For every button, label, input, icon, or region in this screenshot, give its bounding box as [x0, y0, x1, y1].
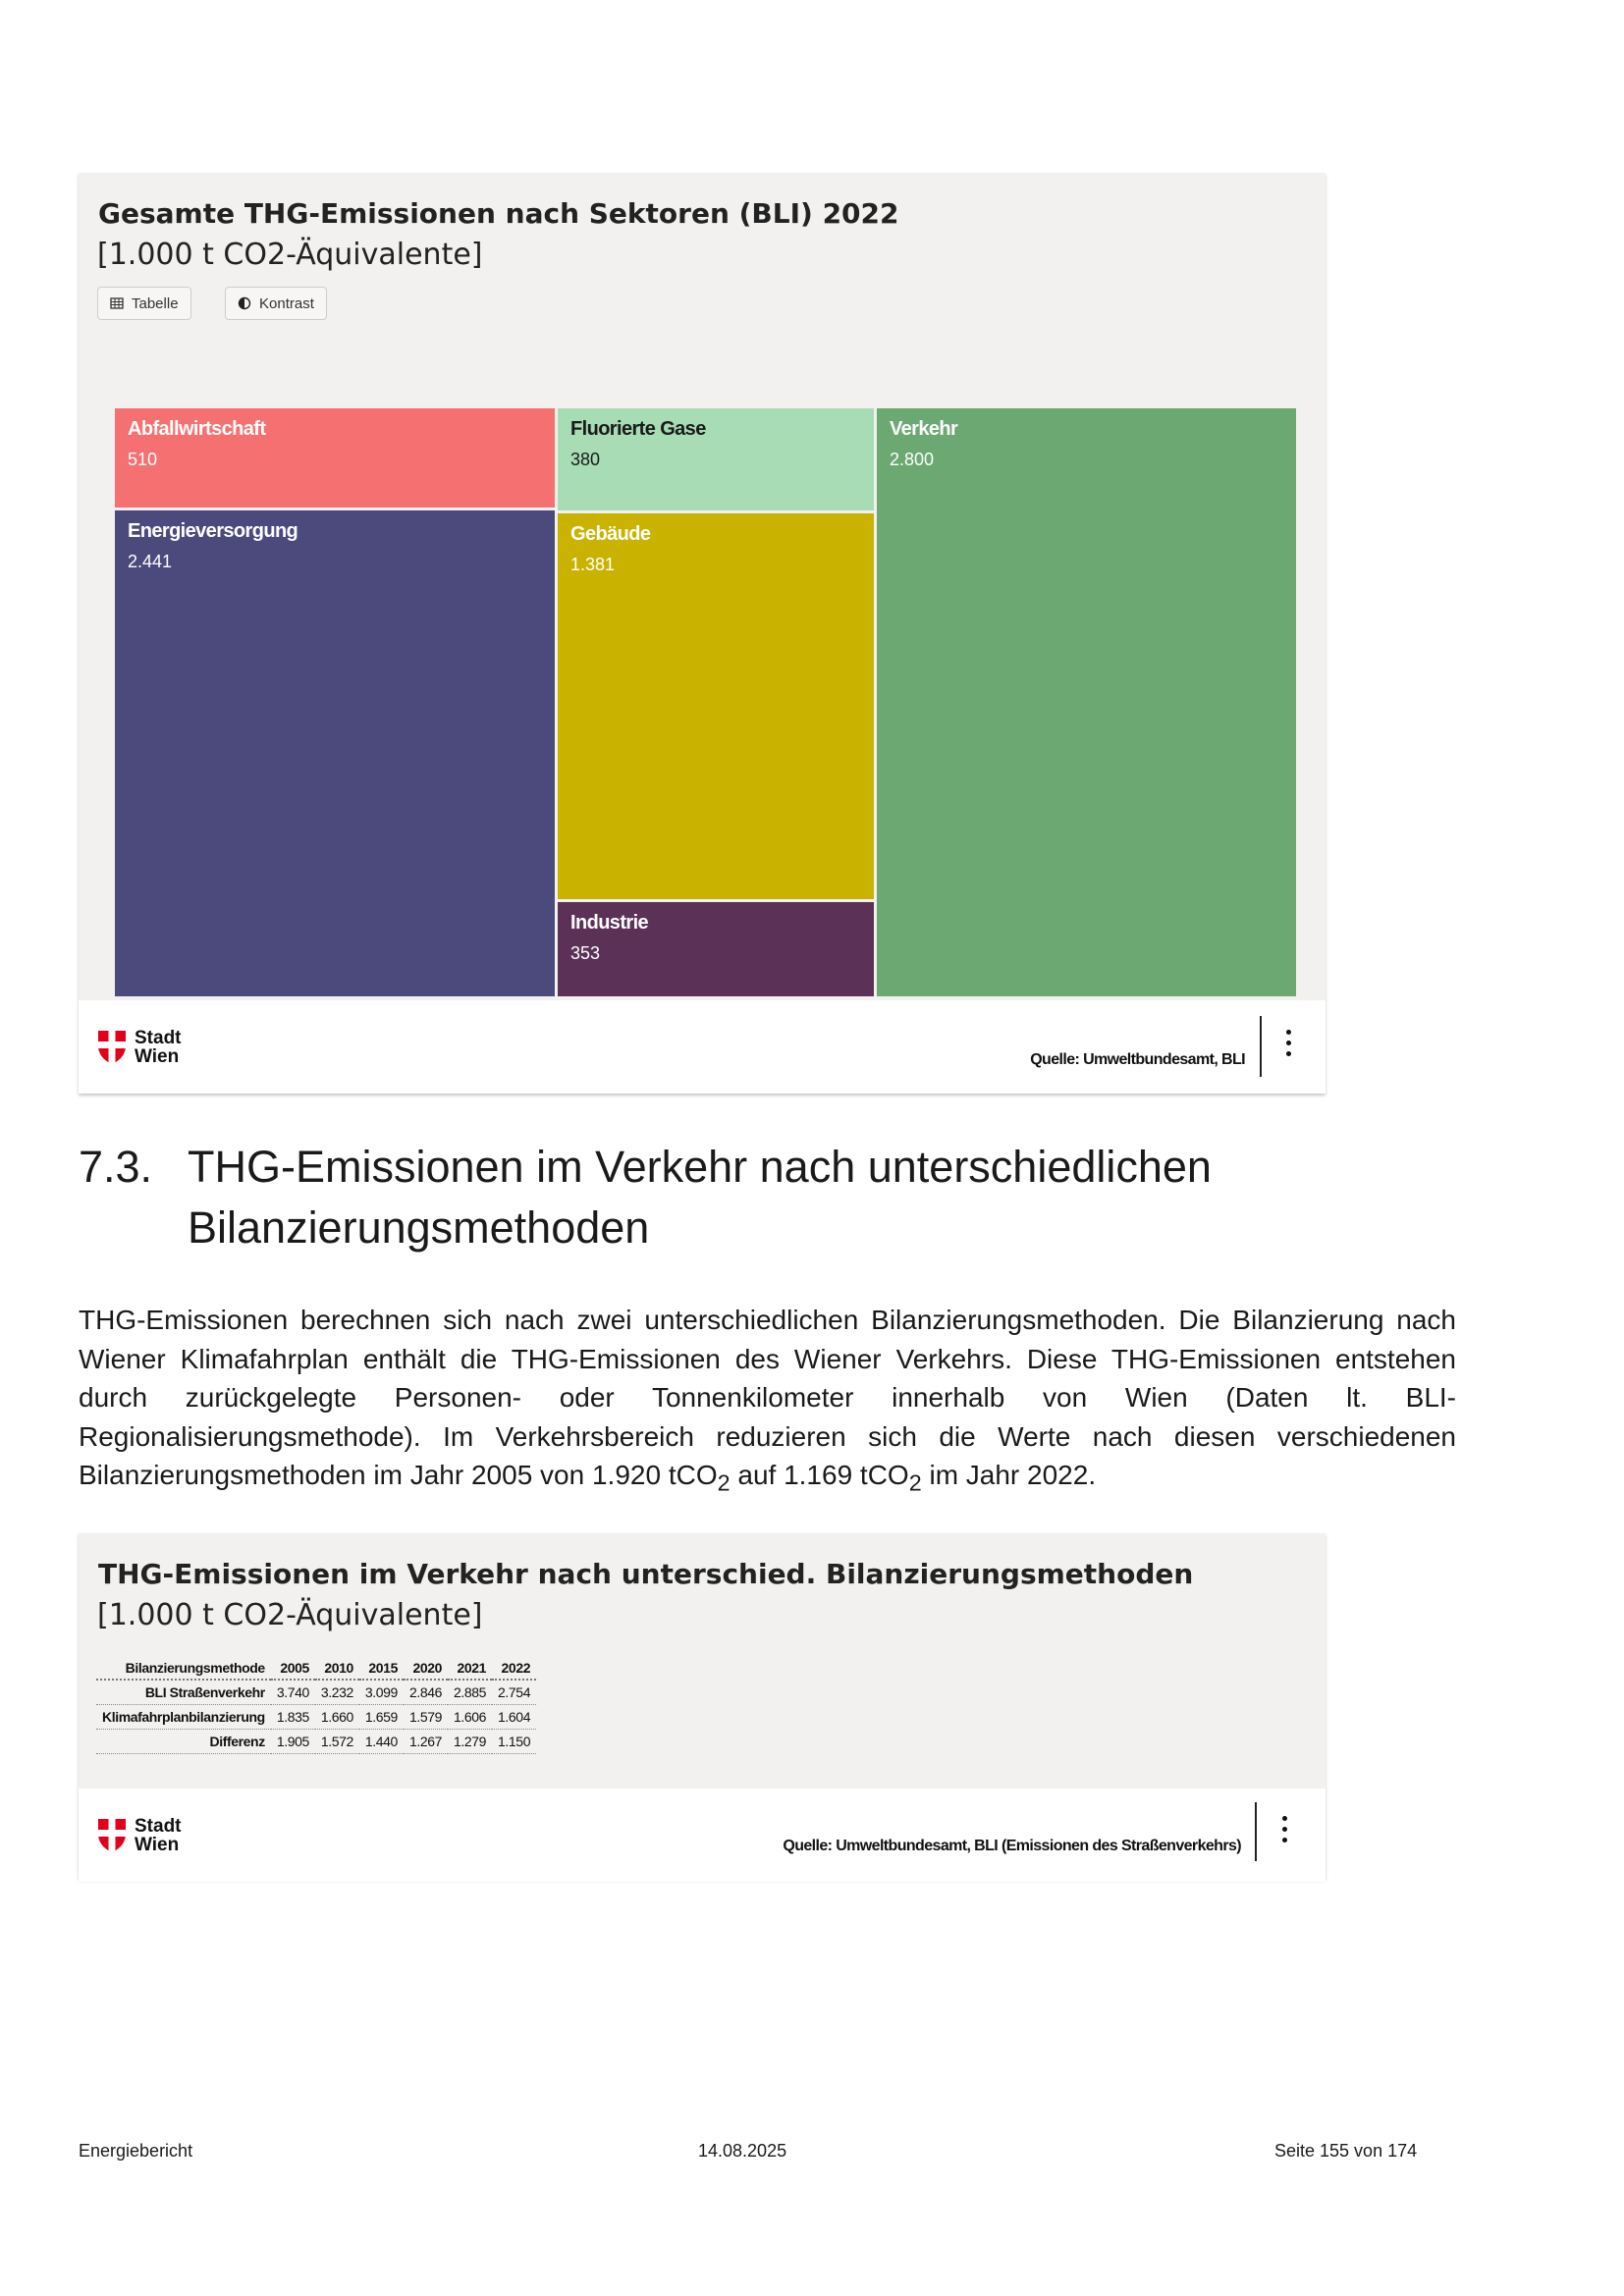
- transport-emissions-table-card: [79, 1533, 1326, 1879]
- logo-text: Stadt Wien: [135, 1028, 182, 1067]
- table-subtitle: [1.000 t CO2-Äquivalente]: [97, 1598, 483, 1632]
- table-button[interactable]: [97, 287, 191, 320]
- more-options-icon[interactable]: [1280, 1816, 1290, 1848]
- contrast-button[interactable]: [225, 287, 327, 320]
- logo-text: Stadt Wien: [135, 1816, 182, 1855]
- vienna-shield-icon: [97, 1030, 127, 1065]
- footer-document-name: Energiebericht: [79, 2141, 193, 2161]
- section-number: 7.3.: [79, 1142, 153, 1192]
- tile-value: 2.441: [128, 552, 173, 571]
- tile-value: 510: [128, 450, 158, 469]
- tile-name: Fluorierte Gase: [570, 418, 706, 440]
- footer-date: 14.08.2025: [698, 2141, 787, 2161]
- tile-energieversorgung[interactable]: [115, 510, 555, 996]
- table-row: BLI Straßenverkehr 3.740 3.232 3.099 2.846 2.885 2.754: [96, 1680, 536, 1705]
- stadt-wien-logo: [97, 1030, 225, 1069]
- tile-verkehr[interactable]: [877, 408, 1296, 996]
- chart-source: Quelle: Umweltbundesamt, BLI: [1030, 1051, 1245, 1068]
- contrast-icon: [238, 296, 251, 310]
- tile-name: Energieversorgung: [128, 520, 298, 542]
- tile-name: Gebäude: [570, 523, 651, 545]
- tile-name: Abfallwirtschaft: [128, 418, 266, 440]
- tile-value: 2.800: [890, 450, 935, 469]
- tile-industrie[interactable]: [558, 902, 874, 996]
- tile-value: 353: [570, 943, 601, 963]
- contrast-button-label: Kontrast: [259, 294, 314, 312]
- table-row: Klimafahrplanbilanzierung 1.835 1.660 1.659 1.579 1.606 1.604: [96, 1705, 536, 1730]
- methods-table: [96, 1656, 536, 1754]
- tile-value: 1.381: [570, 555, 616, 574]
- section-title: THG-Emissionen im Verkehr nach unterschiedlichen Bilanzierungsmethoden: [188, 1142, 1212, 1253]
- table-footer: [79, 1789, 1326, 1882]
- tile-fluorierte-gase[interactable]: [558, 408, 874, 510]
- subscript: 2: [717, 1469, 731, 1496]
- table-button-label: Tabelle: [132, 294, 179, 312]
- table-row: Differenz 1.905 1.572 1.440 1.267 1.279 1.150: [96, 1730, 536, 1754]
- table-source: Quelle: Umweltbundesamt, BLI (Emissionen des Straßenverkehrs): [783, 1838, 1241, 1854]
- sector-emissions-chart-card: [79, 173, 1326, 1094]
- tile-abfallwirtschaft[interactable]: [115, 408, 555, 507]
- footer-divider: [1260, 1016, 1262, 1077]
- subscript: 2: [908, 1469, 922, 1496]
- table-header-row: Bilanzierungsmethode 2005 2010 2015 2020 2021 2022: [96, 1656, 536, 1680]
- more-options-icon[interactable]: [1284, 1030, 1294, 1062]
- footer-page-number: Seite 155 von 174: [1274, 2141, 1418, 2161]
- tile-gebaeude[interactable]: [558, 513, 874, 899]
- chart-subtitle: [1.000 t CO2-Äquivalente]: [97, 238, 483, 272]
- stadt-wien-logo: [97, 1818, 225, 1857]
- vienna-shield-icon: [97, 1818, 127, 1853]
- tile-name: Verkehr: [890, 418, 958, 440]
- table-title: THG-Emissionen im Verkehr nach unterschied. Bilanzierungsmethoden: [98, 1558, 1194, 1590]
- chart-footer: [79, 1000, 1326, 1094]
- tile-name: Industrie: [570, 912, 649, 934]
- chart-title: Gesamte THG-Emissionen nach Sektoren (BLI) 2022: [98, 197, 899, 230]
- tile-value: 380: [570, 450, 601, 469]
- body-paragraph: THG-Emissionen berechnen sich nach zwei unterschiedlichen Bilanzierungsmethoden. Die Bilanzierung nach Wiener Klimafahrplan enthält die THG-Emissionen des Wiener Verkehrs. Diese THG-Emissionen entstehen durch zurückgelegte Personen- oder Tonnenkilometer innerhalb von Wien (Daten lt. BLI-Regionalisierungsmethode). Im Verkehrsbereich reduzieren sich die Werte nach diesen verschiedenen Bilanzierungsmethoden im Jahr 2005 von 1.920 tCO$_2$ auf 1.169 tCO$_2$ im Jahr 2022.: [79, 1305, 1456, 1496]
- footer-divider: [1255, 1802, 1257, 1861]
- table-icon: [110, 296, 124, 310]
